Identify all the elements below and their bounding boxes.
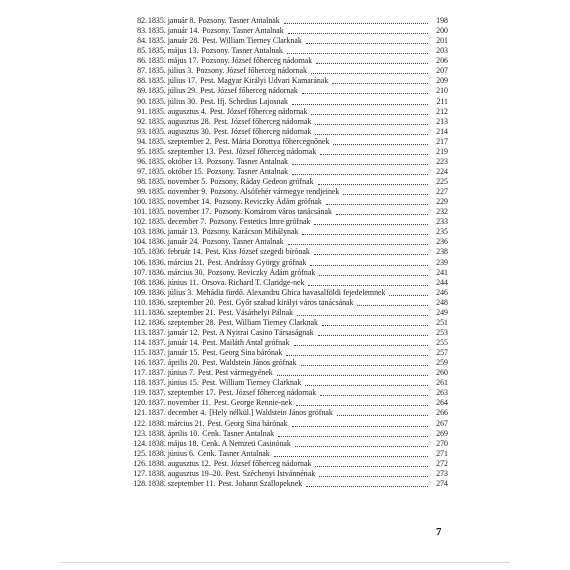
entry-page: 224 <box>436 166 448 176</box>
entry-number: 98. <box>137 177 147 186</box>
entry-date: 1838. szeptember 11. <box>148 478 216 488</box>
toc-entry <box>128 187 448 197</box>
dot-leader <box>332 82 428 84</box>
toc-entry <box>128 378 448 388</box>
dot-leader <box>295 445 428 447</box>
entry-number: 103. <box>133 227 147 237</box>
entry-number: 93. <box>137 126 147 136</box>
entry-title: Cenk. Tasner Antalnak <box>197 448 270 458</box>
entry-title: Pozsony. Ráday Gedeon grófnak <box>210 177 314 186</box>
entry-number: 101. <box>133 207 147 217</box>
entry-number: 111. <box>133 307 147 317</box>
toc-entry <box>128 177 448 187</box>
entry-page: 214 <box>436 126 448 136</box>
toc-entry <box>128 398 448 408</box>
dot-leader <box>320 394 428 396</box>
dot-leader <box>389 294 428 296</box>
entry-date: 1837. január 12. <box>148 327 200 337</box>
toc-entry <box>128 76 448 86</box>
dot-leader <box>286 354 428 356</box>
toc-entry <box>128 429 448 439</box>
entry-number: 105. <box>133 247 147 257</box>
entry-number: 115. <box>133 348 147 358</box>
entry-page: 260 <box>436 368 448 378</box>
entry-date: 1837. január 15. <box>148 348 200 358</box>
entry-number: 99. <box>137 187 147 197</box>
entry-page: 246 <box>436 287 448 297</box>
entry-date: 1836. január 24. <box>148 237 200 247</box>
toc-entry <box>128 66 448 76</box>
entry-date: 1838. május 18. <box>148 438 199 448</box>
entry-page: 232 <box>436 207 448 217</box>
entry-title: Pest. József főherceg nádornak <box>200 86 298 96</box>
entry-page: 274 <box>436 478 448 488</box>
toc-entry <box>128 86 448 96</box>
entry-page: 198 <box>436 16 448 25</box>
entry-title: Pozsony. Komárom város tanácsának <box>214 207 332 217</box>
entry-number: 120. <box>133 398 147 408</box>
entry-title: Pozsony. Festetics Imre grófnak <box>209 217 311 227</box>
entry-date: 1836. szeptember 20. <box>148 297 216 307</box>
toc-entry <box>128 237 448 247</box>
entry-page: 269 <box>436 428 448 438</box>
entry-title: Pest. Győr szabad királyi város tanácsának <box>218 297 354 307</box>
entry-number: 127. <box>133 468 147 478</box>
entry-number: 113. <box>133 327 147 337</box>
entry-page: 227 <box>436 187 448 197</box>
entry-title: Pest. József főherceg nádornak <box>218 146 317 156</box>
entry-number: 96. <box>137 156 147 166</box>
entry-page: 209 <box>436 76 448 86</box>
entry-date: 1836. szeptember 21. <box>148 307 216 317</box>
entry-page: 248 <box>436 297 448 307</box>
entry-title: Pest. William Tierney Clarknak <box>202 36 302 46</box>
entry-page: 239 <box>436 257 448 267</box>
entry-title: Pest. George Rennie-nek <box>213 398 293 408</box>
toc-entry <box>128 278 448 288</box>
dot-leader <box>315 133 428 135</box>
dot-leader <box>319 274 428 276</box>
entry-page: 267 <box>436 418 448 428</box>
entry-title: Pozsony. Reviczky Ádám grófnak <box>214 197 322 207</box>
entry-title: Pest. Georg Sina bárónak <box>207 418 288 428</box>
dot-leader <box>333 143 428 145</box>
toc-entry <box>128 97 448 107</box>
entry-title: Pest. József főherceg nádornak <box>209 106 308 116</box>
entry-date: 1837. szeptember 17. <box>148 388 216 398</box>
toc-entry <box>128 56 448 66</box>
entry-page: 244 <box>436 277 448 287</box>
dot-leader <box>314 253 428 255</box>
entry-page: 257 <box>436 348 448 358</box>
entry-title: Pozsony. Tasner Antalnak <box>198 16 280 25</box>
entry-date: 1835. augusztus 30. <box>148 126 211 136</box>
entry-date: 1837. április 20. <box>148 358 200 368</box>
entry-number: 121. <box>133 408 147 418</box>
entry-number: 116. <box>133 358 147 368</box>
dot-leader <box>292 173 428 175</box>
entry-number: 118. <box>133 378 147 388</box>
entry-date: 1835. október 15. <box>148 166 204 176</box>
entry-page: 233 <box>436 217 448 227</box>
entry-number: 91. <box>137 106 147 116</box>
dot-leader <box>284 22 428 24</box>
entry-title: Pozsony. Karácson Mihálynak <box>202 227 299 237</box>
toc-entry <box>128 439 448 449</box>
entry-number: 109. <box>133 287 147 297</box>
entry-number: 119. <box>133 388 147 398</box>
entry-number: 106. <box>133 257 147 267</box>
dot-leader <box>326 203 428 205</box>
entry-title: Orsova. Richard T. Claridge-nek <box>201 277 305 287</box>
entry-page: 210 <box>436 86 448 96</box>
dot-leader <box>311 72 428 74</box>
entry-page: 207 <box>436 66 448 76</box>
bottom-edge-rule <box>60 562 510 563</box>
entry-date: 1835. november 14. <box>148 197 212 207</box>
table-of-contents <box>128 16 448 489</box>
entry-title: Pest. William Tierney Clarknak <box>218 317 318 327</box>
dot-leader <box>292 163 428 165</box>
entry-number: 110. <box>133 297 147 307</box>
toc-entry <box>128 107 448 117</box>
dot-leader <box>315 465 428 467</box>
entry-page: 212 <box>436 106 448 116</box>
entry-date: 1837. december 4. <box>148 408 207 418</box>
entry-date: 1836. június 11. <box>148 277 199 287</box>
entry-date: 1836. január 13. <box>148 227 200 237</box>
entry-page: 201 <box>436 36 448 46</box>
entry-title: Pest. Ifj. Schedius Lajosnak <box>200 96 288 106</box>
entry-page: 251 <box>436 317 448 327</box>
entry-number: 102. <box>133 217 147 227</box>
dot-leader <box>337 414 428 416</box>
toc-entry <box>128 247 448 257</box>
entry-page: 213 <box>436 116 448 126</box>
entry-page: 217 <box>436 136 448 146</box>
dot-leader <box>294 344 428 346</box>
toc-entry <box>128 127 448 137</box>
dot-leader <box>288 32 428 34</box>
entry-number: 90. <box>137 96 147 106</box>
dot-leader <box>310 264 428 266</box>
entry-number: 104. <box>133 237 147 247</box>
dot-leader <box>343 193 428 195</box>
entry-date: 1835. augusztus 4. <box>148 106 207 116</box>
entry-date: 1837. november 11. <box>148 398 211 408</box>
entry-date: 1836. február 14. <box>148 247 203 257</box>
dot-leader <box>302 92 428 94</box>
entry-title: Pest. Pest vármegyének <box>197 368 273 378</box>
dot-leader <box>278 435 428 437</box>
entry-date: 1836. március 30. <box>148 267 205 277</box>
toc-entry <box>128 157 448 167</box>
entry-title: Pest. József főherceg nádornak <box>218 388 317 398</box>
entry-number: 125. <box>133 448 147 458</box>
dot-leader <box>292 425 428 427</box>
toc-entry <box>128 258 448 268</box>
entry-title: Pozsony. József főherceg nádornak <box>201 56 313 66</box>
entry-title: Pozsony. Tasner Antalnak <box>202 26 284 36</box>
entry-date: 1835. május 13. <box>148 46 199 56</box>
entry-page: 270 <box>436 438 448 448</box>
entry-number: 88. <box>137 76 147 86</box>
toc-entry <box>128 217 448 227</box>
entry-number: 83. <box>137 26 147 36</box>
entry-page: 235 <box>436 227 448 237</box>
dot-leader <box>314 223 428 225</box>
entry-number: 123. <box>133 428 147 438</box>
entry-number: 97. <box>137 166 147 176</box>
dot-leader <box>306 42 428 44</box>
dot-leader <box>318 183 428 185</box>
entry-title: Pest. József főherceg nádornak <box>213 116 312 126</box>
entry-title: Pest. Waldstein János grófnak <box>202 358 297 368</box>
entry-page: 219 <box>436 146 448 156</box>
entry-page: 203 <box>436 46 448 56</box>
dot-leader <box>357 304 428 306</box>
entry-date: 1837. június 15. <box>148 378 199 388</box>
entry-page: 241 <box>436 267 448 277</box>
toc-entry <box>128 338 448 348</box>
entry-number: 128. <box>133 478 147 488</box>
toc-entry <box>128 16 448 26</box>
entry-date: 1838. április 10. <box>148 428 200 438</box>
dot-leader <box>320 153 428 155</box>
entry-date: 1835. december 7. <box>148 217 207 227</box>
entry-title: Pest. Georg Sina bárónak <box>202 348 283 358</box>
entry-date: 1838. június 6. <box>148 448 195 458</box>
entry-page: 259 <box>436 358 448 368</box>
toc-entry <box>128 368 448 378</box>
entry-date: 1835. augusztus 28. <box>148 116 211 126</box>
dot-leader <box>336 213 428 215</box>
entry-page: 206 <box>436 56 448 66</box>
entry-date: 1835. január 14. <box>148 26 200 36</box>
toc-entry <box>128 328 448 338</box>
dot-leader <box>297 314 428 316</box>
entry-title: Pest. József főherceg nádornak <box>213 458 312 468</box>
entry-number: 108. <box>133 277 147 287</box>
entry-date: 1836. március 21. <box>148 257 205 267</box>
entry-date: 1835. július 17. <box>148 76 198 86</box>
toc-entry <box>128 46 448 56</box>
entry-date: 1835. november 17. <box>148 207 212 217</box>
toc-entry <box>128 207 448 217</box>
toc-entry <box>128 479 448 489</box>
entry-number: 84. <box>137 36 147 46</box>
entry-title: Pozsony. József főherceg nádornak <box>196 66 307 76</box>
entry-page: 225 <box>436 177 448 186</box>
page-number: 7 <box>436 526 442 538</box>
entry-title: Cenk. Tasner Antalnak <box>202 428 275 438</box>
entry-date: 1835. július 30. <box>148 96 198 106</box>
toc-entry <box>128 408 448 418</box>
entry-date: 1835. szeptember 2. <box>148 136 212 146</box>
dot-leader <box>315 123 428 125</box>
entry-title: Pest. William Tierney Clarknak <box>201 378 302 388</box>
entry-title: Pest. Mailáth Antal grófnak <box>202 338 290 347</box>
dot-leader <box>322 324 428 326</box>
dot-leader <box>318 334 428 336</box>
entry-page: 261 <box>436 378 448 388</box>
entry-number: 122. <box>133 418 147 428</box>
entry-number: 100. <box>133 197 147 207</box>
entry-page: 249 <box>436 307 448 317</box>
dot-leader <box>277 374 428 376</box>
entry-number: 89. <box>137 86 147 96</box>
entry-title: Cenk. A Nemzeti Casinónak <box>201 438 291 448</box>
entry-title: Pest. Andrássy György grófnak <box>207 257 307 267</box>
entry-title: Pest. Széchenyi Istvánnénak <box>225 468 316 478</box>
toc-entry <box>128 26 448 36</box>
dot-leader <box>296 404 428 406</box>
toc-entry <box>128 469 448 479</box>
entry-title: [Hely nélkül.] Waldstein János grófnak <box>209 408 333 418</box>
toc-entry <box>128 308 448 318</box>
toc-entry <box>128 288 448 298</box>
entry-number: 126. <box>133 458 147 468</box>
entry-title: Pozsony. Tasner Antalnak <box>202 237 284 247</box>
entry-date: 1835. január 8. <box>148 16 196 25</box>
entry-date: 1835. november 5. <box>148 177 208 186</box>
entry-date: 1835. július 29. <box>148 86 198 96</box>
toc-entry <box>128 147 448 157</box>
entry-number: 87. <box>137 66 147 76</box>
entry-title: Pozsony. Alsófehér vármegye rendjeinek <box>210 187 340 197</box>
entry-date: 1837. január 14. <box>148 338 200 347</box>
entry-page: 229 <box>436 197 448 207</box>
toc-entry <box>128 36 448 46</box>
entry-number: 92. <box>137 116 147 126</box>
entry-title: Pest. Johann Szallopeknek <box>218 478 303 488</box>
entry-title: Pozsony. Tasner Antalnak <box>206 166 289 176</box>
entry-number: 94. <box>137 136 147 146</box>
toc-entry <box>128 358 448 368</box>
entry-page: 223 <box>436 156 448 166</box>
entry-page: 273 <box>436 468 448 478</box>
entry-title: Pest. Kiss József szegedi bírónak <box>205 247 310 257</box>
dot-leader <box>274 455 428 457</box>
toc-entry <box>128 167 448 177</box>
toc-entry <box>128 318 448 328</box>
entry-page: 238 <box>436 247 448 257</box>
entry-page: 253 <box>436 327 448 337</box>
entry-number: 107. <box>133 267 147 277</box>
entry-page: 264 <box>436 398 448 408</box>
entry-page: 266 <box>436 408 448 418</box>
entry-number: 95. <box>137 146 147 156</box>
entry-title: Pest. Magyar Királyi Udvari Kamarának <box>200 76 329 86</box>
entry-number: 86. <box>137 56 147 66</box>
toc-entry <box>128 388 448 398</box>
dot-leader <box>292 103 428 105</box>
dot-leader <box>302 233 428 235</box>
dot-leader <box>288 243 428 245</box>
entry-date: 1836. július 3. <box>148 287 194 297</box>
entry-date: 1835. július 3. <box>148 66 194 76</box>
entry-date: 1836. szeptember 28. <box>148 317 216 327</box>
toc-entry <box>128 137 448 147</box>
entry-date: 1835. május 17. <box>148 56 199 66</box>
dot-leader <box>308 284 428 286</box>
dot-leader <box>311 113 428 115</box>
entry-date: 1837. június 7. <box>148 368 195 378</box>
entry-number: 117. <box>133 368 147 378</box>
toc-entry <box>128 117 448 127</box>
toc-entry <box>128 449 448 459</box>
dot-leader <box>287 52 428 54</box>
entry-page: 272 <box>436 458 448 468</box>
entry-date: 1835. október 13. <box>148 156 204 166</box>
entry-number: 82. <box>137 16 147 25</box>
entry-page: 236 <box>436 237 448 247</box>
entry-title: Pest. A Nyitrai Casino Társaságnak <box>202 327 314 337</box>
entry-title: Pest. József főherceg nádornak <box>213 126 312 136</box>
toc-entry <box>128 197 448 207</box>
entry-title: Pest. Mária Dorottya főhercegnőnek <box>214 136 330 146</box>
dot-leader <box>301 364 428 366</box>
toc-entry <box>128 227 448 237</box>
entry-number: 124. <box>133 438 147 448</box>
dot-leader <box>316 62 428 64</box>
entry-page: 263 <box>436 388 448 398</box>
entry-number: 85. <box>137 46 147 56</box>
dot-leader <box>306 485 428 487</box>
entry-page: 211 <box>436 96 448 106</box>
entry-title: Pest. Vásárhelyi Pálnak <box>218 307 294 317</box>
entry-date: 1838. március 21. <box>148 418 205 428</box>
toc-entry <box>128 459 448 469</box>
entry-title: Mehádia fürdő. Alexandru Ghica havasalföldi fejedelemnek <box>196 287 386 297</box>
dot-leader <box>319 475 428 477</box>
toc-entry <box>128 419 448 429</box>
toc-entry <box>128 268 448 278</box>
entry-date: 1838. augusztus 12. <box>148 458 211 468</box>
entry-date: 1835. szeptember 13. <box>148 146 216 156</box>
entry-title: Pozsony. Tasner Antalnak <box>206 156 289 166</box>
toc-entry <box>128 348 448 358</box>
dot-leader <box>305 384 428 386</box>
entry-title: Pozsony. Tasner Antalnak <box>201 46 283 56</box>
toc-entry <box>128 298 448 308</box>
entry-title: Pozsony. Reviczky Ádám grófnak <box>207 267 316 277</box>
entry-page: 255 <box>436 338 448 347</box>
entry-date: 1838. augusztus 19–20. <box>148 468 223 478</box>
entry-page: 200 <box>436 26 448 36</box>
entry-number: 114. <box>133 338 147 347</box>
entry-number: 112. <box>133 317 147 327</box>
entry-date: 1835. november 9. <box>148 187 208 197</box>
entry-date: 1835. január 28. <box>148 36 200 46</box>
entry-page: 271 <box>436 448 448 458</box>
